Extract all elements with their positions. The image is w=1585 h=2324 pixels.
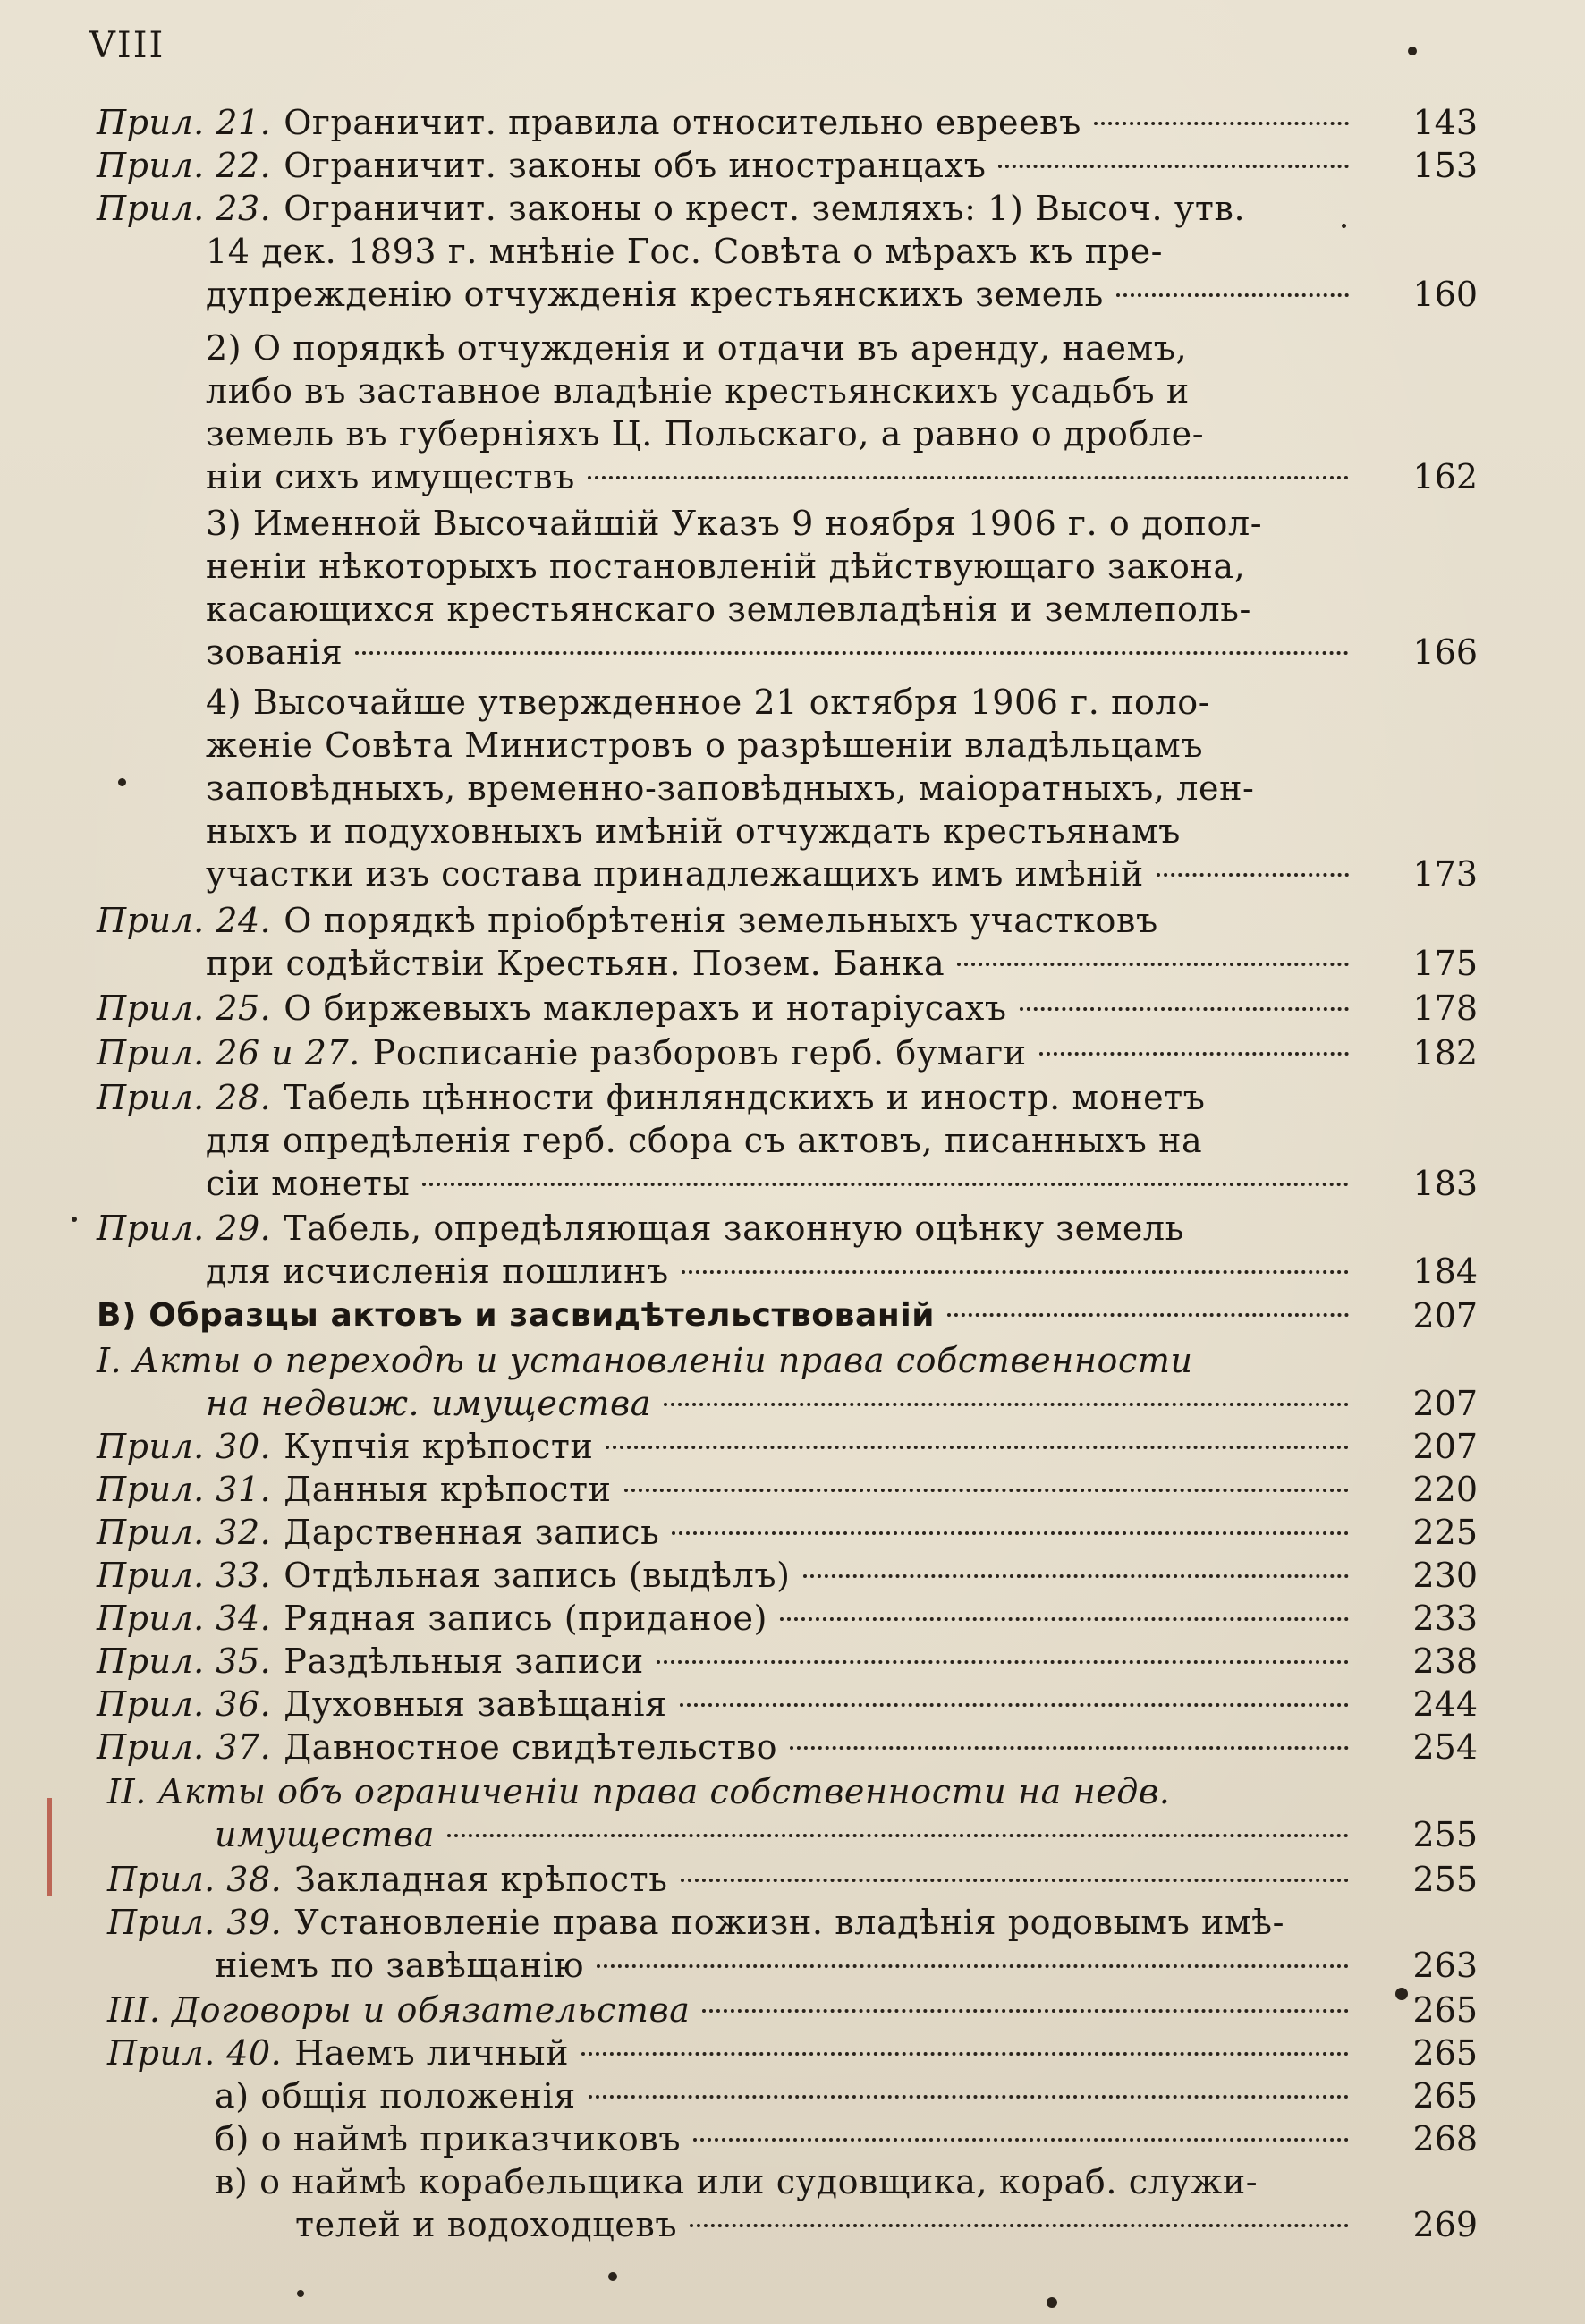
- toc-entry-e29b: [295, 2202, 1361, 2247]
- dot-leader: [780, 1617, 1349, 1621]
- entry-page-number: 143: [1412, 103, 1478, 142]
- toc-entry-e22b: [215, 1812, 1361, 1857]
- ink-speck: [1408, 47, 1417, 55]
- entry-text: III. Договоры и обязательства: [107, 1990, 691, 2030]
- dot-leader: [803, 1574, 1349, 1578]
- entry-text: Отдѣльная запись (выдѣлъ): [284, 1556, 791, 1595]
- entry-page-number: 207: [1412, 1296, 1478, 1336]
- toc-entry-e5b: [206, 544, 1361, 589]
- toc-entry-e25: [107, 1988, 1361, 2032]
- entry-label: Прил. 23.: [97, 189, 272, 228]
- dot-leader: [790, 1746, 1349, 1750]
- entry-label: Прил. 39.: [107, 1903, 283, 1942]
- entry-label: Прил. 21.: [97, 103, 272, 142]
- ink-speck: [1047, 2297, 1057, 2308]
- entry-text: либо въ заставное владѣніе крестьянскихъ усадьбъ и: [206, 371, 1190, 411]
- entry-text: Ограничит. законы объ иностранцахъ: [284, 146, 987, 185]
- toc-entry-e2: [97, 143, 1361, 188]
- toc-entry-e21: [97, 1725, 1361, 1769]
- toc-entry-e3b: [206, 229, 1361, 274]
- entry-page-number: 184: [1412, 1251, 1478, 1291]
- red-pencil-mark: [47, 1798, 52, 1896]
- toc-entry-e23: [107, 1857, 1361, 1902]
- entry-text: Купчія крѣпости: [284, 1427, 594, 1466]
- entry-label: Прил. 22.: [97, 146, 272, 185]
- dot-leader: [690, 2224, 1349, 2227]
- page-number: VIII: [89, 25, 165, 66]
- dot-leader: [947, 1313, 1349, 1317]
- entry-page-number: 160: [1412, 275, 1478, 314]
- toc-entry-e10b: [206, 1118, 1361, 1163]
- toc-entry-e20: [97, 1682, 1361, 1726]
- toc-entry-e4c: [206, 411, 1361, 456]
- entry-page-number: 166: [1412, 632, 1478, 672]
- toc-entry-e10a: [97, 1075, 1361, 1120]
- entry-text: неніи нѣкоторыхъ постановленій дѣйствующаго закона,: [206, 547, 1246, 586]
- entry-page-number: 254: [1412, 1727, 1478, 1767]
- toc-entry-e3a: [97, 186, 1361, 231]
- entry-text: О биржевыхъ маклерахъ и нотаріусахъ: [284, 988, 1007, 1028]
- entry-page-number: 244: [1412, 1684, 1478, 1724]
- dot-leader: [681, 1879, 1349, 1882]
- entry-text: для исчисленія пошлинъ: [206, 1251, 669, 1291]
- entry-text: Установленіе права пожизн. владѣнія родовымъ имѣ-: [294, 1903, 1285, 1942]
- entry-label: Прил. 36.: [97, 1684, 272, 1724]
- entry-text: II. Акты объ ограниченіи права собственности на недв.: [107, 1772, 1171, 1811]
- toc-entry-e6a: [206, 680, 1361, 725]
- dot-leader: [588, 476, 1349, 479]
- entry-text: Раздѣльныя записи: [284, 1641, 644, 1681]
- ink-speck: [1342, 224, 1346, 228]
- toc-entry-e3c: [206, 272, 1361, 317]
- toc-entry-e10c: [206, 1161, 1361, 1206]
- entry-text: участки изъ состава принадлежащихъ имъ имѣній: [206, 854, 1144, 894]
- entry-page-number: 255: [1412, 1860, 1478, 1899]
- toc-entry-e12: [97, 1293, 1361, 1338]
- entry-page-number: 183: [1412, 1164, 1478, 1203]
- entry-text: женіе Совѣта Министровъ о разрѣшеніи владѣльцамъ: [206, 725, 1204, 765]
- entry-text: Духовныя завѣщанія: [284, 1684, 667, 1724]
- ink-speck: [297, 2290, 304, 2297]
- dot-leader: [581, 2052, 1349, 2056]
- dot-leader: [1020, 1007, 1349, 1011]
- entry-page-number: 162: [1412, 457, 1478, 496]
- entry-text: заповѣдныхъ, временно-заповѣдныхъ, маіоратныхъ, лен-: [206, 768, 1255, 808]
- entry-label: Прил. 24.: [97, 901, 272, 940]
- dot-leader: [693, 2138, 1349, 2142]
- entry-text: земель въ губерніяхъ Ц. Польскаго, а равно о дробле-: [206, 414, 1205, 454]
- dot-leader: [680, 1703, 1349, 1707]
- ink-speck: [608, 2272, 617, 2281]
- entry-text: О порядкѣ пріобрѣтенія земельныхъ участковъ: [284, 901, 1158, 940]
- entry-page-number: 230: [1412, 1556, 1478, 1595]
- toc-entry-e24b: [215, 1943, 1361, 1988]
- dot-leader: [422, 1183, 1349, 1186]
- dot-leader: [355, 651, 1349, 655]
- entry-text: телей и водоходцевъ: [295, 2205, 678, 2244]
- toc-entry-e14: [97, 1424, 1361, 1469]
- ink-speck: [118, 778, 126, 786]
- toc-entry-e6c: [206, 766, 1361, 810]
- entry-label: Прил. 34.: [97, 1599, 272, 1638]
- entry-text: в) о наймѣ корабельщика или судовщика, кораб. служи-: [215, 2162, 1259, 2201]
- toc-entry-e4a: [206, 326, 1361, 370]
- toc-entry-e15: [97, 1467, 1361, 1512]
- entry-label: Прил. 30.: [97, 1427, 272, 1466]
- toc-entry-e8: [97, 986, 1361, 1031]
- toc-entry-e4d: [206, 454, 1361, 499]
- toc-entry-e5d: [206, 630, 1361, 674]
- toc-entry-e16: [97, 1510, 1361, 1555]
- entry-label: Прил. 40.: [107, 2033, 283, 2073]
- entry-text: при содѣйствіи Крестьян. Позем. Банка: [206, 944, 945, 983]
- toc-entry-e18: [97, 1596, 1361, 1641]
- toc-entry-e4b: [206, 369, 1361, 413]
- toc-entry-e17: [97, 1553, 1361, 1598]
- entry-label: Прил. 28.: [97, 1078, 272, 1117]
- toc-entry-e9: [97, 1031, 1361, 1075]
- entry-page-number: 255: [1412, 1815, 1478, 1854]
- ink-speck: [1395, 1988, 1408, 2000]
- entry-label: Прил. 32.: [97, 1513, 272, 1552]
- dot-leader: [672, 1531, 1349, 1535]
- dot-leader: [957, 963, 1349, 966]
- entry-text: Наемъ личный: [294, 2033, 570, 2073]
- toc-entry-e5c: [206, 587, 1361, 632]
- dot-leader: [1116, 293, 1349, 297]
- entry-page-number: 265: [1412, 2033, 1478, 2073]
- entry-text: В) Образцы актовъ и засвидѣтельствованій: [97, 1297, 936, 1334]
- entry-text: Табель цѣнности финляндскихъ и иностр. монетъ: [284, 1078, 1206, 1117]
- dot-leader: [664, 1403, 1349, 1406]
- dot-leader: [998, 165, 1349, 168]
- toc-entry-e6b: [206, 723, 1361, 768]
- entry-text: Закладная крѣпость: [294, 1860, 668, 1899]
- toc-entry-e27: [215, 2074, 1361, 2118]
- entry-text: 14 дек. 1893 г. мнѣніе Гос. Совѣта о мѣрахъ къ пре-: [206, 232, 1164, 271]
- entry-page-number: 263: [1412, 1946, 1478, 1985]
- entry-text: 4) Высочайше утвержденное 21 октября 1906 г. поло-: [206, 683, 1211, 722]
- dot-leader: [597, 1964, 1349, 1968]
- toc-entry-e24a: [107, 1900, 1361, 1945]
- entry-page-number: 175: [1412, 944, 1478, 983]
- entry-label: Прил. 25.: [97, 988, 272, 1028]
- entry-page-number: 220: [1412, 1470, 1478, 1509]
- entry-text: ніи сихъ имуществъ: [206, 457, 575, 496]
- entry-text: I. Акты о переходѣ и установленіи права собственности: [97, 1341, 1193, 1380]
- toc-entry-e7a: [97, 898, 1361, 943]
- entry-page-number: 233: [1412, 1599, 1478, 1638]
- entry-page-number: 173: [1412, 854, 1478, 894]
- entry-page-number: 238: [1412, 1641, 1478, 1681]
- entry-page-number: 153: [1412, 146, 1478, 185]
- entry-text: Давностное свидѣтельство: [284, 1727, 778, 1767]
- entry-label: Прил. 37.: [97, 1727, 272, 1767]
- entry-text: зованія: [206, 632, 343, 672]
- entry-text: Табель, опредѣляющая законную оцѣнку земель: [284, 1209, 1184, 1248]
- entry-text: на недвиж. имущества: [206, 1384, 651, 1423]
- toc-entry-e19: [97, 1639, 1361, 1684]
- dot-leader: [624, 1489, 1349, 1492]
- entry-label: Прил. 31.: [97, 1470, 272, 1509]
- entry-text: 2) О порядкѣ отчужденія и отдачи въ аренду, наемъ,: [206, 328, 1188, 368]
- entry-page-number: 182: [1412, 1033, 1478, 1073]
- toc-entry-e5a: [206, 501, 1361, 546]
- toc-entry-e13b: [206, 1381, 1361, 1426]
- dot-leader: [447, 1834, 1349, 1837]
- dot-leader: [1039, 1052, 1349, 1056]
- entry-text: а) общія положенія: [215, 2076, 576, 2116]
- dot-leader: [589, 2095, 1349, 2099]
- toc-entry-e13a: [97, 1338, 1361, 1383]
- entry-text: для опредѣленія герб. сбора съ актовъ, писанныхъ на: [206, 1121, 1203, 1160]
- entry-text: Ограничит. правила относительно евреевъ: [284, 103, 1081, 142]
- toc-entry-e28: [215, 2116, 1361, 2161]
- entry-text: дупрежденію отчужденія крестьянскихъ земель: [206, 275, 1104, 314]
- entry-page-number: 225: [1412, 1513, 1478, 1552]
- entry-text: Ограничит. законы о крест. земляхъ: 1) Высоч. утв.: [284, 189, 1246, 228]
- entry-label: Прил. 26 и 27.: [97, 1033, 360, 1073]
- entry-text: Данныя крѣпости: [284, 1470, 612, 1509]
- toc-entry-e7b: [206, 941, 1361, 986]
- toc-entry-e22a: [107, 1769, 1361, 1814]
- entry-page-number: 268: [1412, 2119, 1478, 2159]
- entry-text: имущества: [215, 1815, 436, 1854]
- entry-text: ныхъ и подуховныхъ имѣній отчуждать крестьянамъ: [206, 811, 1181, 851]
- entry-page-number: 178: [1412, 988, 1478, 1028]
- dot-leader: [1157, 873, 1349, 877]
- entry-text: Росписаніе разборовъ герб. бумаги: [372, 1033, 1027, 1073]
- entry-label: Прил. 33.: [97, 1556, 272, 1595]
- entry-label: Прил. 35.: [97, 1641, 272, 1681]
- entry-page-number: 207: [1412, 1427, 1478, 1466]
- entry-page-number: 265: [1412, 1990, 1478, 2030]
- entry-page-number: 265: [1412, 2076, 1478, 2116]
- dot-leader: [606, 1446, 1349, 1449]
- toc-entry-e29a: [215, 2159, 1361, 2204]
- toc-entry-e6d: [206, 809, 1361, 853]
- entry-label: Прил. 38.: [107, 1860, 283, 1899]
- dot-leader: [682, 1270, 1349, 1274]
- entry-text: 3) Именной Высочайшій Указъ 9 ноября 1906 г. о допол-: [206, 504, 1263, 543]
- toc-entry-e11b: [206, 1249, 1361, 1293]
- entry-text: касающихся крестьянскаго землевладѣнія и землеполь-: [206, 589, 1251, 629]
- toc-entry-e26: [107, 2031, 1361, 2075]
- dot-leader: [657, 1660, 1349, 1664]
- toc-entry-e11a: [97, 1206, 1361, 1251]
- toc-entry-e1: [97, 100, 1361, 145]
- entry-page-number: 269: [1412, 2205, 1478, 2244]
- entry-text: Дарственная запись: [284, 1513, 660, 1552]
- dot-leader: [702, 2009, 1349, 2013]
- toc-entry-e6e: [206, 852, 1361, 896]
- dot-leader: [1094, 122, 1349, 125]
- entry-text: сіи монеты: [206, 1164, 411, 1203]
- entry-text: Рядная запись (приданое): [284, 1599, 768, 1638]
- entry-page-number: 207: [1412, 1384, 1478, 1423]
- entry-text: б) о наймѣ приказчиковъ: [215, 2119, 682, 2159]
- ink-speck: [72, 1217, 77, 1222]
- entry-text: ніемъ по завѣщанію: [215, 1946, 585, 1985]
- entry-label: Прил. 29.: [97, 1209, 272, 1248]
